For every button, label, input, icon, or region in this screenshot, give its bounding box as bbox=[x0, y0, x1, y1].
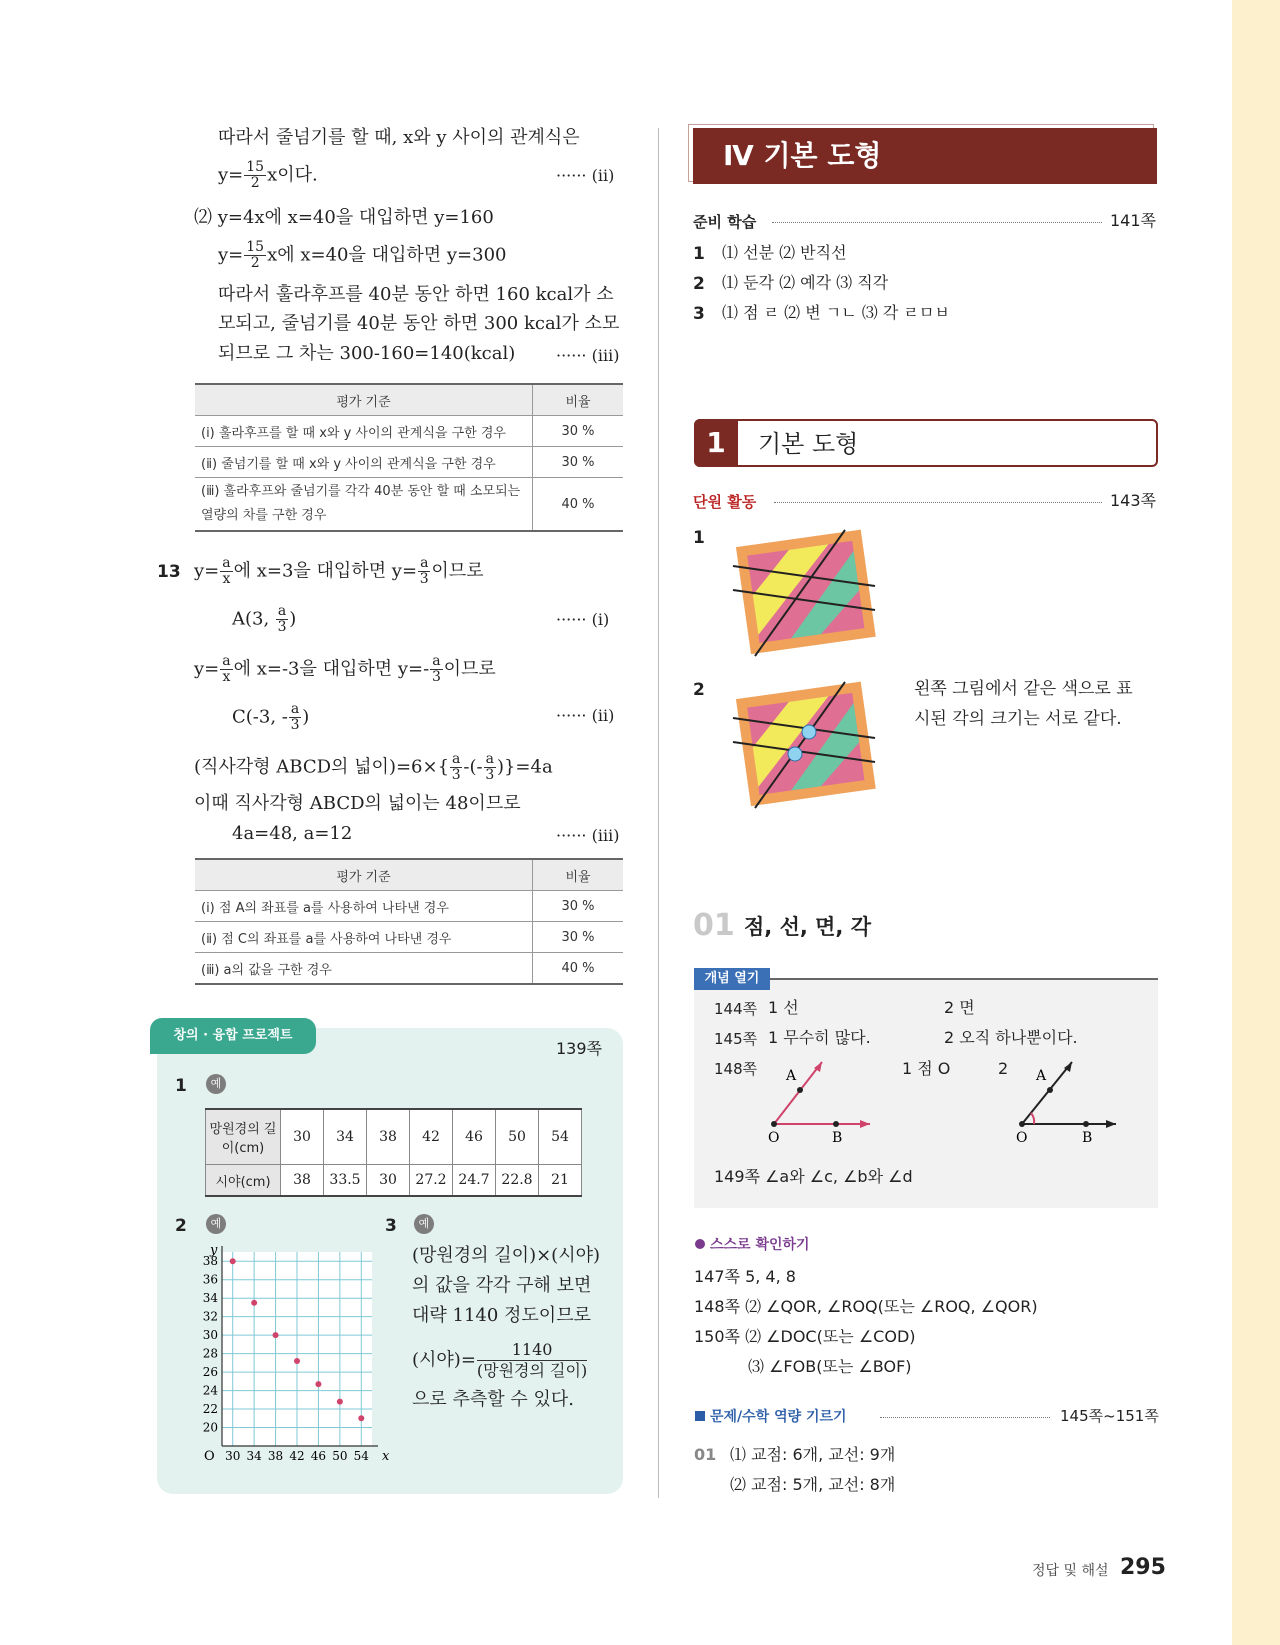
section-title: 점, 선, 면, 각 bbox=[744, 915, 872, 939]
step-mark: ······ (ⅲ) bbox=[556, 346, 620, 365]
page-number: 295 bbox=[1120, 1555, 1166, 1580]
page-ref: 148쪽 bbox=[714, 1060, 758, 1078]
step-mark: ······ (ⅰ) bbox=[556, 610, 610, 629]
answer-text: ⑶ ∠FOB(또는 ∠BOF) bbox=[748, 1357, 912, 1376]
answer-text: ⑴ 둔각 ⑵ 예각 ⑶ 직각 bbox=[722, 273, 889, 292]
x-axis-label: x bbox=[382, 1449, 390, 1464]
criteria-table-1 bbox=[195, 383, 623, 532]
question-number: 1 bbox=[693, 244, 705, 264]
answer-text: 1 선 bbox=[768, 998, 799, 1017]
text-line: (직사각형 ABCD의 넓이)=6×{ $\frac{a}{3}$ -(- $\frac{a}{3}$ )}=4a bbox=[194, 751, 553, 783]
text-line: 4a=48, a=12 bbox=[232, 823, 353, 844]
text-line: 으로 추측할 수 있다. bbox=[412, 1389, 574, 1410]
x-tick-label: 50 bbox=[332, 1449, 348, 1463]
step-mark: ······ (ⅱ) bbox=[556, 166, 615, 185]
text-line: y= $\frac{a}{x}$ 에 x=-3을 대입하면 y=- $\frac{a}{3}$ 이므로 bbox=[194, 653, 496, 685]
x-tick-label: 30 bbox=[225, 1449, 241, 1463]
example-badge: 예 bbox=[414, 1214, 434, 1234]
question-number: 13 bbox=[157, 562, 181, 582]
page-ref: 143쪽 bbox=[1110, 491, 1156, 510]
label-A: A bbox=[786, 1068, 797, 1084]
scatter-plot bbox=[196, 1244, 392, 1478]
table-row: (ⅱ) 점 C의 좌표를 a를 사용하여 나타낸 경우 30 % bbox=[195, 922, 623, 953]
answer-text: 2 오직 하나뿐이다. bbox=[944, 1028, 1078, 1047]
table-row: 망원경의 길이(cm) 30 34 38 42 46 50 54 bbox=[206, 1109, 582, 1165]
x-tick-label: 46 bbox=[310, 1449, 327, 1463]
text-line: C(-3, - $\frac{a}{3}$ ) bbox=[232, 701, 310, 733]
y-tick-label: 34 bbox=[202, 1291, 218, 1306]
activity-heading: 단원 활동 bbox=[693, 493, 757, 511]
telescope-table bbox=[205, 1108, 582, 1197]
text-line: 따라서 줄넘기를 할 때, x와 y 사이의 관계식은 bbox=[218, 127, 580, 148]
question-number: 3 bbox=[693, 304, 705, 324]
answer-text: 147쪽 5, 4, 8 bbox=[694, 1267, 796, 1286]
ray-figure-1 bbox=[764, 1054, 880, 1146]
prep-heading: 준비 학습 bbox=[693, 213, 757, 231]
answer-text: 2 면 bbox=[944, 998, 975, 1017]
text-line: 왼쪽 그림에서 같은 색으로 표 bbox=[914, 679, 1133, 699]
footer-label: 정답 및 해설 bbox=[1032, 1563, 1109, 1579]
step-mark: ······ (ⅲ) bbox=[556, 826, 620, 845]
text-line: ⑵ y=4x에 x=40을 대입하면 y=160 bbox=[194, 207, 494, 228]
text-line: 모되고, 줄넘기를 40분 동안 하면 300 kcal가 소모 bbox=[218, 313, 620, 334]
paper-figure-1 bbox=[725, 528, 885, 658]
label-B: B bbox=[1082, 1130, 1093, 1146]
x-tick-label: 54 bbox=[353, 1449, 369, 1463]
y-tick-label: 30 bbox=[202, 1328, 218, 1343]
data-point bbox=[315, 1381, 321, 1387]
table-header: 평가 기준 bbox=[195, 859, 533, 891]
unit-title: 기본 도형 bbox=[758, 430, 859, 458]
label-O: O bbox=[768, 1130, 780, 1146]
self-check-heading: 스스로 확인하기 bbox=[710, 1237, 810, 1253]
ray-figure-2 bbox=[1010, 1054, 1126, 1146]
problem-number: 01 bbox=[694, 1445, 717, 1464]
label-O: O bbox=[1016, 1130, 1028, 1146]
page-ref: 141쪽 bbox=[1110, 211, 1156, 230]
answer-text: 149쪽 ∠a와 ∠c, ∠b와 ∠d bbox=[714, 1167, 913, 1186]
text-line: 되므로 그 차는 300-160=140(kcal) bbox=[218, 343, 516, 364]
question-number: 2 bbox=[693, 680, 705, 700]
question-number: 2 bbox=[693, 274, 705, 294]
problems-heading: 문제/수학 역량 기르기 bbox=[710, 1409, 847, 1425]
data-point bbox=[294, 1358, 300, 1364]
page-ref: 139쪽 bbox=[556, 1039, 602, 1058]
answer-text: 150쪽 ⑵ ∠DOC(또는 ∠COD) bbox=[694, 1327, 916, 1346]
answer-text: ⑴ 교점: 6개, 교선: 9개 bbox=[730, 1445, 896, 1464]
data-point bbox=[251, 1300, 257, 1306]
question-number: 1 bbox=[175, 1076, 187, 1096]
data-point bbox=[273, 1332, 279, 1338]
origin-label: O bbox=[204, 1449, 215, 1464]
y-tick-label: 38 bbox=[202, 1254, 218, 1269]
table-row: (ⅲ) a의 값을 구한 경우 40 % bbox=[195, 953, 623, 985]
leader-dots bbox=[774, 502, 1102, 503]
table-header: 평가 기준 bbox=[195, 384, 533, 416]
answer-text: ⑴ 선분 ⑵ 반직선 bbox=[722, 243, 847, 262]
text-line: 대략 1140 정도이므로 bbox=[412, 1305, 591, 1326]
y-tick-label: 22 bbox=[202, 1402, 218, 1417]
y-tick-label: 36 bbox=[202, 1272, 218, 1287]
column-divider bbox=[658, 128, 659, 1498]
criteria-table-2 bbox=[195, 858, 623, 985]
y-tick-label: 24 bbox=[202, 1383, 218, 1398]
x-tick-label: 38 bbox=[267, 1449, 284, 1463]
example-badge: 예 bbox=[206, 1074, 226, 1094]
question-number: 3 bbox=[385, 1216, 397, 1236]
square-bullet-icon bbox=[695, 1411, 705, 1421]
table-row: (ⅰ) 훌라후프를 할 때 x와 y 사이의 관계식을 구한 경우 30 % bbox=[195, 416, 623, 447]
page-ref: 145쪽~151쪽 bbox=[1060, 1407, 1159, 1425]
concept-tag: 개념 열기 bbox=[694, 968, 770, 990]
bullet-icon bbox=[695, 1239, 705, 1249]
label-A: A bbox=[1036, 1068, 1047, 1084]
table-header: 비율 bbox=[533, 384, 624, 416]
y-tick-label: 32 bbox=[202, 1309, 218, 1324]
question-number: 2 bbox=[175, 1216, 187, 1236]
unit-number: 1 bbox=[694, 419, 738, 467]
side-strip bbox=[1232, 0, 1280, 1645]
label-B: B bbox=[832, 1130, 843, 1146]
data-point bbox=[358, 1415, 364, 1421]
data-point bbox=[337, 1399, 343, 1405]
text-line: A(3, $\frac{a}{3}$ ) bbox=[232, 603, 297, 635]
text-line: (시야)= $\frac{1140}{\text{(망원경의 길이)}}$ bbox=[412, 1340, 588, 1380]
text-line: 시된 각의 크기는 서로 같다. bbox=[914, 709, 1122, 729]
text-line: (망원경의 길이)×(시야) bbox=[412, 1245, 600, 1266]
leader-dots bbox=[772, 222, 1102, 223]
table-row: (ⅲ) 훌라후프와 줄넘기를 각각 40분 동안 할 때 소모되는 열량의 차를 구한 경우 40 % bbox=[195, 478, 623, 532]
x-tick-label: 34 bbox=[246, 1449, 262, 1463]
answer-text: 1 무수히 많다. bbox=[768, 1028, 871, 1047]
answer-text: ⑵ 교점: 5개, 교선: 8개 bbox=[730, 1475, 896, 1494]
text-line: 의 값을 각각 구해 보면 bbox=[412, 1275, 592, 1296]
y-tick-label: 28 bbox=[202, 1346, 218, 1361]
data-point bbox=[230, 1258, 236, 1264]
project-tab: 창의 · 융합 프로젝트 bbox=[150, 1018, 316, 1054]
chapter-banner: Ⅳ 기본 도형 bbox=[693, 128, 1157, 184]
question-number: 1 bbox=[693, 528, 705, 548]
section-number: 01 bbox=[693, 908, 735, 943]
page-ref: 145쪽 bbox=[714, 1030, 758, 1048]
answer-text: 1 점 O bbox=[902, 1059, 951, 1078]
leader-dots bbox=[880, 1417, 1050, 1418]
table-row: (ⅱ) 줄넘기를 할 때 x와 y 사이의 관계식을 구한 경우 30 % bbox=[195, 447, 623, 478]
step-mark: ······ (ⅱ) bbox=[556, 706, 615, 725]
answer-text: ⑴ 점 ㄹ ⑵ 변 ㄱㄴ ⑶ 각 ㄹㅁㅂ bbox=[722, 303, 950, 322]
y-tick-label: 26 bbox=[202, 1365, 218, 1380]
example-badge: 예 bbox=[206, 1214, 226, 1234]
table-header: 비율 bbox=[533, 859, 624, 891]
x-tick-label: 42 bbox=[289, 1449, 305, 1463]
y-tick-label: 20 bbox=[202, 1420, 218, 1435]
table-row: 시야(cm) 38 33.5 30 27.2 24.7 22.8 21 bbox=[206, 1165, 582, 1197]
page-ref: 144쪽 bbox=[714, 1000, 758, 1018]
answer-text: 2 bbox=[998, 1059, 1009, 1078]
text-line: 따라서 훌라후프를 40분 동안 하면 160 kcal가 소 bbox=[218, 284, 614, 305]
table-row: (ⅰ) 점 A의 좌표를 a를 사용하여 나타낸 경우 30 % bbox=[195, 891, 623, 922]
text-line: 이때 직사각형 ABCD의 넓이는 48이므로 bbox=[194, 793, 521, 814]
answer-text: 148쪽 ⑵ ∠QOR, ∠ROQ(또는 ∠ROQ, ∠QOR) bbox=[694, 1297, 1038, 1316]
y-axis-label: y bbox=[210, 1244, 218, 1258]
text-line: y= $\frac{15}{2}$ x에 x=40을 대입하면 y=300 bbox=[218, 239, 507, 271]
text-line: y= $\frac{a}{x}$ 에 x=3을 대입하면 y= $\frac{a}{3}$ 이므로 bbox=[194, 555, 484, 587]
paper-figure-2 bbox=[725, 680, 885, 810]
text-line: y= $\frac{15}{2}$ x이다. bbox=[218, 159, 318, 191]
